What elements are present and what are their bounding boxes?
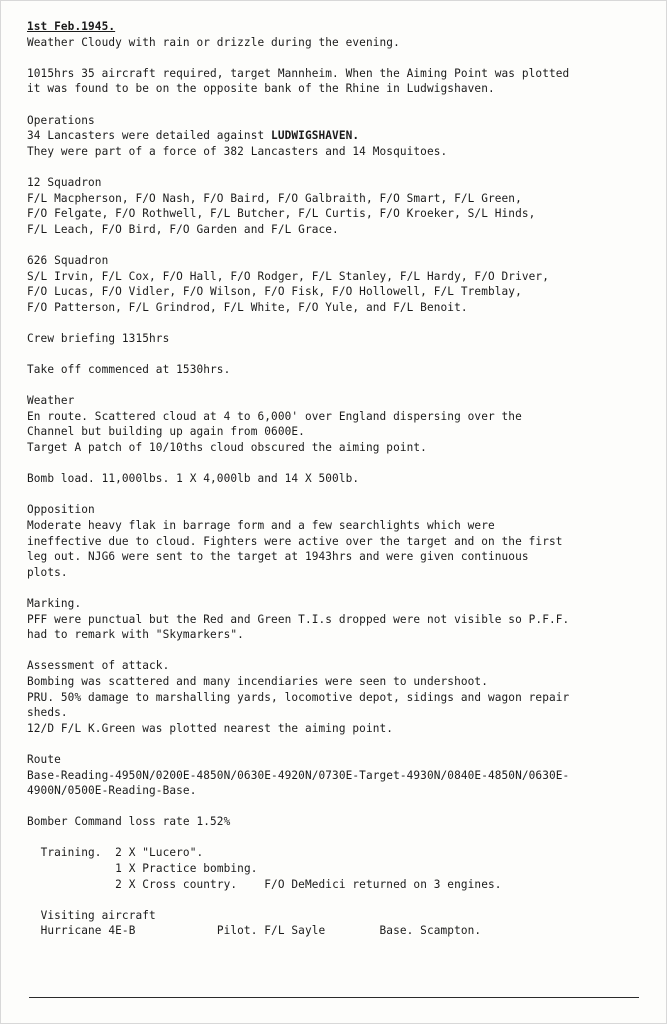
training-line-1: Training. 2 X "Lucero". [27,846,204,860]
opposition-line-1: Moderate heavy flak in barrage form and a few searchlights which were [27,519,495,532]
assessment-line-3: sheds. [27,706,68,720]
operations-line-1: 34 Lancasters were detailed against LUDWIGSHAVEN. [27,129,360,143]
marking-line-2: had to remark with "Skymarkers". [27,628,244,642]
assessment-heading: Assessment of attack. [27,659,170,673]
operations-line-2: They were part of a force of 382 Lancasters and 14 Mosquitoes. [27,144,448,158]
spacer [27,346,647,362]
squadron-12-crew-line-1: F/L Macpherson, F/O Nash, F/O Baird, F/O Galbraith, F/O Smart, F/L Green, [27,191,522,205]
crew-briefing-line: Crew briefing 1315hrs [27,331,170,345]
spacer [27,799,647,815]
spacer [27,580,647,596]
route-line-2: 4900N/0500E-Reading-Base. [27,784,197,798]
training-line-2: 1 X Practice bombing. [27,862,258,876]
marking-line-1: PFF were punctual but the Red and Green T.I.s dropped were not visible so P.F.F. [27,612,570,626]
opposition-line-4: plots. [27,565,68,579]
spacer [27,315,647,331]
weather-detail-line-2: Channel but building up again from 0600E. [27,425,305,439]
take-off-line: Take off commenced at 1530hrs. [27,363,231,377]
spacer [27,830,647,846]
date-heading: 1st Feb.1945. [27,20,116,33]
operations-heading: Operations [27,113,95,127]
training-line-3: 2 X Cross country. F/O DeMedici returned on 3 engines. [27,877,502,891]
loss-rate-line: Bomber Command loss rate 1.52% [27,815,231,829]
opposition-heading: Opposition [27,503,95,517]
squadron-12-heading: 12 Squadron [27,175,102,189]
mission-summary-line-1: 1015hrs 35 aircraft required, target Mannheim. When the Aiming Point was plotted [27,66,570,80]
squadron-626-heading: 626 Squadron [27,253,109,267]
marking-heading: Marking. [27,596,82,610]
spacer [27,50,647,66]
assessment-line-2: PRU. 50% damage to marshalling yards, locomotive depot, sidings and wagon repair [27,690,570,704]
assessment-line-4: 12/D F/L K.Green was plotted nearest the aiming point. [27,721,394,735]
squadron-12-crew-line-2: F/O Felgate, F/O Rothwell, F/L Butcher, F/L Curtis, F/O Kroeker, S/L Hinds, [27,207,536,221]
squadron-12-crew-line-3: F/L Leach, F/O Bird, F/O Garden and F/L Grace. [27,222,339,236]
opposition-line-3: leg out. NJG6 were sent to the target at 1943hrs and were given continuous [27,550,529,564]
squadron-626-crew-line-3: F/O Patterson, F/L Grindrod, F/L White, F/O Yule, and F/L Benoit. [27,300,468,314]
squadron-626-crew-line-2: F/O Lucas, F/O Vidler, F/O Wilson, F/O Fisk, F/O Hollowell, F/L Tremblay, [27,285,522,299]
target-city-emphasis: LUDWIGSHAVEN. [271,129,360,143]
bomb-load-line: Bomb load. 11,000lbs. 1 X 4,000lb and 14 X 500lb. [27,472,360,486]
footer-divider [29,997,639,998]
weather-detail-heading: Weather [27,394,75,408]
spacer [27,643,647,659]
route-line-1: Base-Reading-4950N/0200E-4850N/0630E-4920N/0730E-Target-4930N/0840E-4850N/0630E- [27,768,570,782]
route-heading: Route [27,752,61,766]
weather-intro-line-1: Weather Cloudy with rain or drizzle during the evening. [27,35,400,49]
mission-summary-line-2: it was found to be on the opposite bank of the Rhine in Ludwigshaven. [27,82,495,96]
assessment-line-1: Bombing was scattered and many incendiaries were seen to undershoot. [27,674,488,688]
weather-detail-line-1: En route. Scattered cloud at 4 to 6,000' over England dispersing over the [27,409,522,423]
opposition-line-2: ineffective due to cloud. Fighters were active over the target and on the first [27,534,563,548]
spacer [27,736,647,752]
visiting-aircraft-line-1: Hurricane 4E-B Pilot. F/L Sayle Base. Scampton. [27,924,482,938]
spacer [27,487,647,503]
spacer [27,97,647,113]
visiting-aircraft-heading: Visiting aircraft [27,908,156,922]
document-body [27,19,647,939]
squadron-626-crew-line-1: S/L Irvin, F/L Cox, F/O Hall, F/O Rodger, F/L Stanley, F/L Hardy, F/O Driver, [27,269,549,283]
spacer [27,456,647,472]
spacer [27,237,647,253]
spacer [27,892,647,908]
spacer [27,378,647,394]
weather-detail-line-3: Target A patch of 10/10ths cloud obscured the aiming point. [27,441,427,455]
spacer [27,159,647,175]
